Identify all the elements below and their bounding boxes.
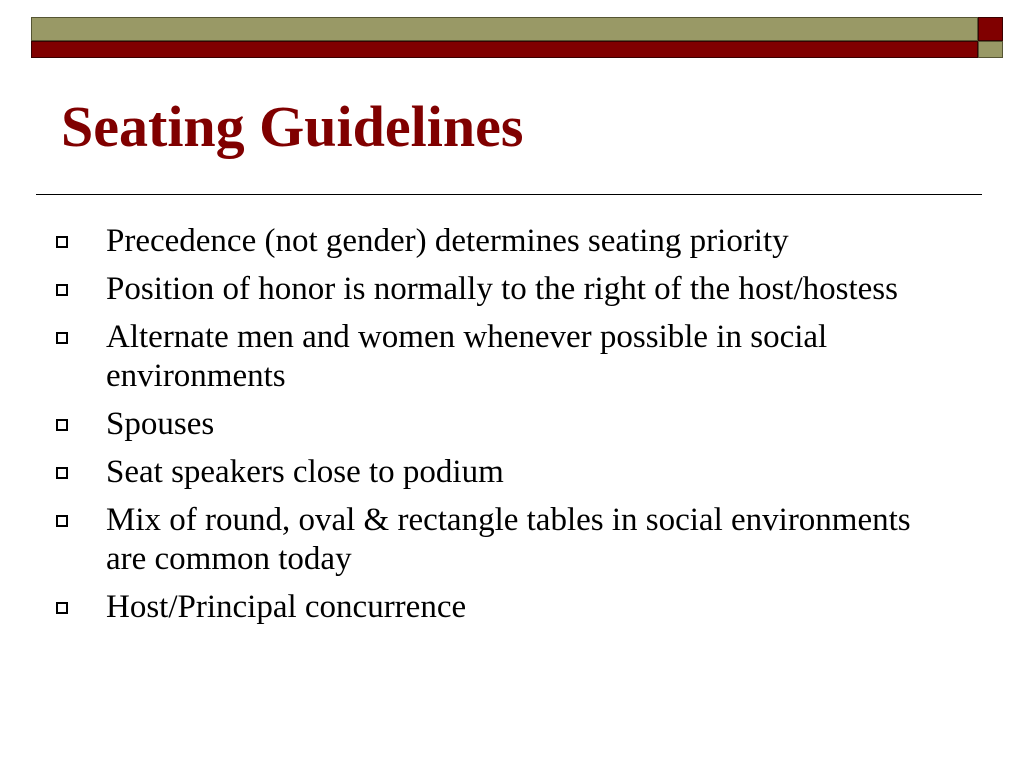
title-divider (36, 194, 982, 195)
bullet-item (56, 588, 936, 627)
bullet-item (56, 501, 936, 579)
bullet-item (56, 270, 936, 309)
header-bar-maroon (31, 41, 978, 58)
hollow-square-icon (56, 284, 68, 296)
hollow-square-icon (56, 467, 68, 479)
header-square-maroon (978, 17, 1003, 41)
hollow-square-icon (56, 602, 68, 614)
header-bar-olive (31, 17, 978, 41)
bullet-text: Position of honor is normally to the right of the host/hostess (106, 271, 898, 307)
slide-title: Seating Guidelines (61, 94, 524, 159)
bullet-list (56, 222, 936, 636)
bullet-text: Mix of round, oval & rectangle tables in social environments are common today (106, 502, 911, 577)
bullet-item (56, 222, 936, 261)
bullet-item (56, 453, 936, 492)
bullet-text: Seat speakers close to podium (106, 454, 504, 490)
bullet-text: Alternate men and women whenever possible in social environments (106, 319, 828, 394)
bullet-item (56, 405, 936, 444)
hollow-square-icon (56, 419, 68, 431)
hollow-square-icon (56, 515, 68, 527)
hollow-square-icon (56, 236, 68, 248)
bullet-text: Precedence (not gender) determines seating priority (106, 223, 789, 259)
bullet-item (56, 318, 936, 396)
hollow-square-icon (56, 332, 68, 344)
header-square-olive (978, 41, 1003, 58)
bullet-text: Host/Principal concurrence (106, 589, 467, 625)
bullet-text: Spouses (106, 406, 215, 442)
